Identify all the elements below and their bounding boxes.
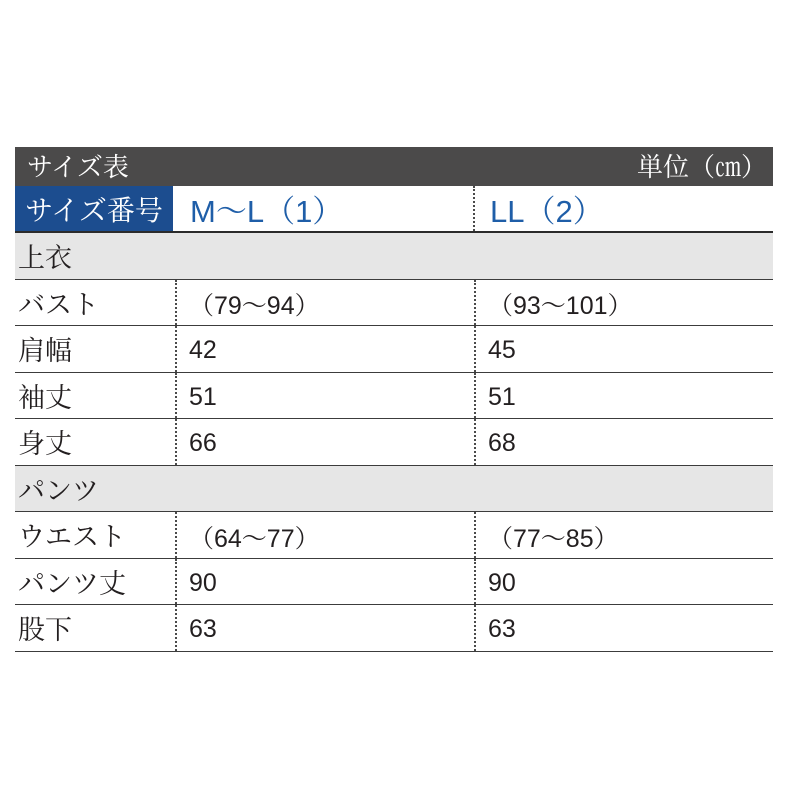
title-bar (15, 147, 773, 186)
table-title: サイズ表 (27, 151, 129, 182)
size-table (15, 147, 773, 652)
row-value-ll: 90 (474, 559, 773, 605)
section-row-pants (15, 466, 773, 513)
size-header-row (15, 186, 773, 233)
row-value-m-l: （79〜94） (175, 280, 474, 326)
size-number-label: サイズ番号 (15, 186, 173, 231)
row-label: ウエスト (18, 522, 126, 553)
row-value-m-l: （64〜77） (175, 512, 474, 558)
row-value-ll: （77〜85） (474, 512, 773, 558)
section-row-tops (15, 233, 773, 280)
table-row (15, 559, 773, 606)
table-row (15, 419, 773, 466)
section-title: 上衣 (18, 243, 72, 274)
row-value-m-l: 66 (175, 419, 474, 465)
section-title: パンツ (18, 475, 99, 506)
row-value-m-l: 63 (175, 605, 474, 651)
table-row (15, 373, 773, 420)
row-value-m-l: 42 (175, 326, 474, 372)
row-value-m-l: 51 (175, 373, 474, 419)
row-value-ll: （93〜101） (474, 280, 773, 326)
row-value-m-l: 90 (175, 559, 474, 605)
size-column-ll: LL（2） (473, 186, 773, 231)
row-value-ll: 68 (474, 419, 773, 465)
table-row (15, 605, 773, 652)
row-label: パンツ丈 (18, 568, 126, 599)
row-value-ll: 45 (474, 326, 773, 372)
table-row (15, 326, 773, 373)
row-label: 袖丈 (18, 382, 72, 413)
row-label: 股下 (18, 615, 72, 646)
row-value-ll: 63 (474, 605, 773, 651)
row-label: バスト (18, 289, 99, 320)
row-label: 身丈 (18, 429, 72, 460)
row-value-ll: 51 (474, 373, 773, 419)
unit-label: 単位（㎝） (636, 151, 767, 182)
size-column-m-l: M〜L（1） (190, 194, 344, 229)
row-label: 肩幅 (18, 336, 72, 367)
table-row (15, 280, 773, 327)
table-row (15, 512, 773, 559)
